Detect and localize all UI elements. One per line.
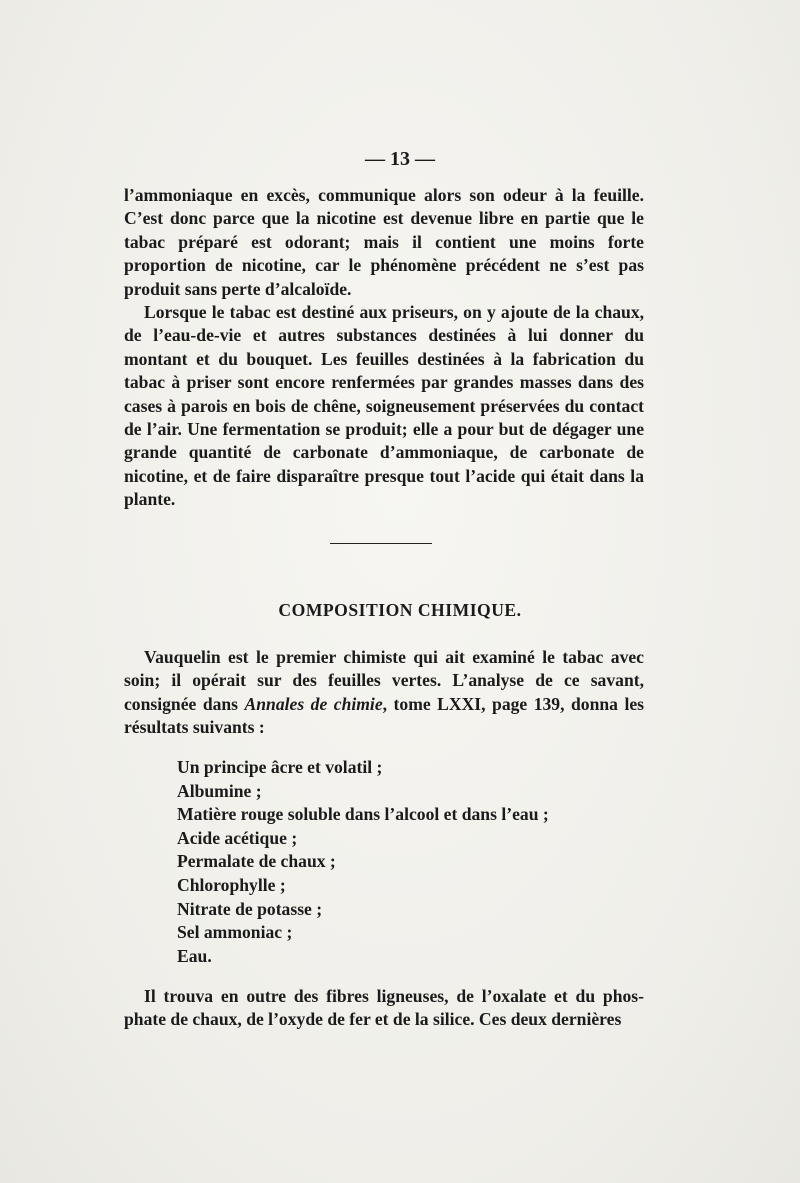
text-line: contact de l’air. Une fermentation se produit; elle a pour but de [124, 395, 644, 440]
page-number: — 13 — [365, 148, 435, 170]
text-line: soin; il opérait sur des feuilles vertes. L’analyse de ce savant, [124, 670, 644, 691]
paragraph-ammoniaque [124, 184, 644, 301]
section-divider [330, 543, 432, 544]
text-line: des cases à parois en bois de chêne, soigneusement préservées du [124, 372, 644, 416]
list-item: Matière rouge soluble dans l’alcool et dans l’eau ; [177, 804, 549, 825]
text-line: Vauquelin est le premier chimiste qui ait examiné le tabac avec [144, 647, 644, 667]
text-line: qui était dans la plante. [124, 465, 644, 510]
list-item: Chlorophylle ; [177, 874, 286, 895]
paragraph-fibres [124, 985, 644, 1032]
text-line: , tome LXXI, page 139, donna [382, 693, 618, 714]
results-list [177, 756, 617, 968]
list-item: Permalate de chaux ; [177, 851, 336, 872]
text-line: carbonate de nicotine, et de faire disparaître presque tout l’acide [124, 442, 644, 486]
paragraph-vauquelin [124, 646, 644, 740]
body-text-top [124, 184, 644, 512]
text-line: proportion de nicotine, car le phénomène précédent ne s’est pas [124, 255, 644, 276]
source-title: Annales de chimie [244, 693, 383, 714]
list-item: Acide acétique ; [177, 827, 298, 848]
text-line: produit sans perte d’alcaloïde. [124, 278, 352, 299]
paragraph-priseurs [124, 301, 644, 512]
list-item: Nitrate de potasse ; [177, 898, 323, 919]
section-heading: COMPOSITION CHIMIQUE. [278, 600, 522, 620]
text-line: chaux, de l’eau-de-vie et autres substances destinées à lui donner [124, 302, 645, 346]
body-text-vauquelin [124, 646, 644, 740]
text-line: du tabac à priser sont encore renfermées par grandes masses dans [124, 348, 644, 393]
text-line: Lorsque le tabac est destiné aux priseurs, on y ajoute de la [144, 302, 590, 323]
text-line: Il trouva en outre des fibres ligneuses, de l’oxalate et du phos- [144, 986, 644, 1006]
text-line: consignée dans [124, 693, 245, 714]
text-line: les résultats suivants : [124, 693, 644, 738]
list-item: Eau. [177, 945, 212, 966]
text-line: du montant et du bouquet. Les feuilles destinées à la fabrication [124, 325, 644, 369]
list-item: Sel ammoniac ; [177, 922, 293, 943]
text-line: l’ammoniaque en excès, communique alors son odeur à la feuille. [124, 185, 644, 205]
body-text-bottom [124, 985, 644, 1032]
list-item: Un principe âcre et volatil ; [177, 757, 383, 777]
text-line: C’est donc parce que la nicotine est devenue libre en partie que [124, 208, 625, 229]
text-line: dégager une grande quantité de carbonate d’ammoniaque, de [124, 419, 644, 463]
text-line: phate de chaux, de l’oxyde de fer et de la silice. Ces deux dernières [124, 1009, 622, 1030]
list-item: Albumine ; [177, 780, 262, 801]
text-line: le tabac préparé est odorant; mais il contient une moins forte [124, 208, 644, 252]
